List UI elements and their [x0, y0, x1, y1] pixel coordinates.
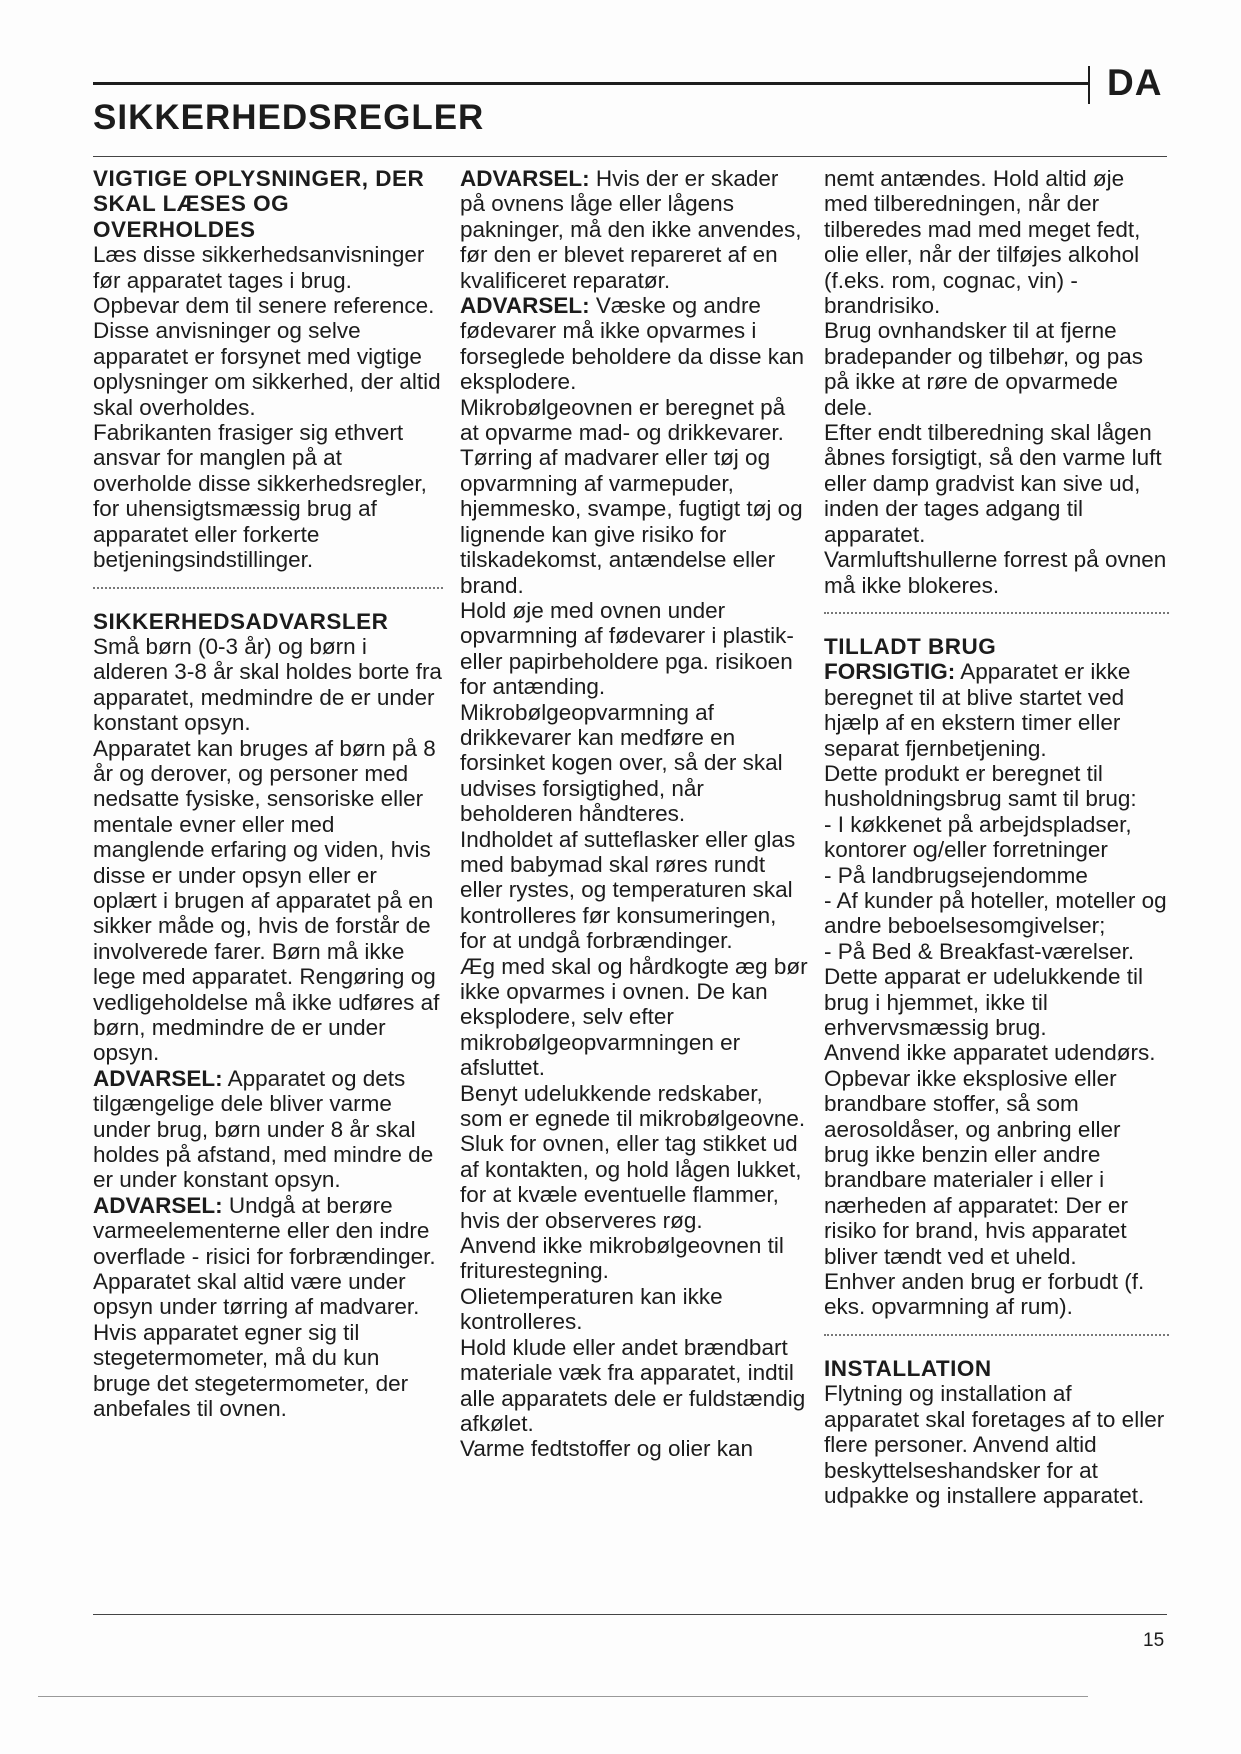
language-tab-divider	[1088, 66, 1090, 104]
paragraph: Mikrobølgeovnen er beregnet på at opvarme mad- og drikkevarer. Tørring af madvarer eller tøj og opvarmning af varmepuder, hjemmesko, svampe, fugtigt tøj og lignende kan give risiko for tilskadekomst, antændelse eller brand.	[460, 394, 803, 598]
warning-paragraph	[93, 1193, 443, 1269]
paragraph: Opbevar ikke eksplosive eller brandbare stoffer, så som aerosoldåser, og anbring eller brug ikke benzin eller andre brandbare materialer i eller i nærheden af apparatet: Der er risiko for brand, hvis apparatet bliver tændt ved et uheld.	[824, 1065, 1128, 1269]
paragraph: Fabrikanten frasiger sig ethvert ansvar for manglen på at overholde disse sikkerhedsregler, for uhensigtsmæssig brug af apparatet eller forkerte betjeningsindstillinger.	[93, 420, 427, 573]
paragraph: Olietemperaturen kan ikke kontrolleres.	[460, 1283, 723, 1335]
section-title-safety-warnings: SIKKERHEDSADVARSLER	[93, 608, 389, 634]
warning-text: Hvis der er skader på ovnens låge eller lågens pakninger, må den ikke anvendes, før den er blevet repareret af en kvalificeret reparatør.	[460, 166, 802, 293]
list-item: - På landbrugsejendomme	[824, 862, 1088, 888]
paragraph: Enhver anden brug er forbudt (f. eks. opvarmning af rum).	[824, 1269, 1145, 1320]
paragraph: Efter endt tilberedning skal lågen åbnes forsigtigt, så den varme luft eller damp gradvist kan sive ud, inden der tages adgang til apparatet.	[824, 420, 1162, 547]
warning-text: Apparatet og dets tilgængelige dele bliver varme under brug, børn under 8 år skal holdes på afstand, med mindre de er under konstant opsyn.	[93, 1065, 434, 1193]
column-1	[93, 166, 443, 1422]
list-item: - På Bed & Breakfast-værelser.	[824, 938, 1135, 964]
paragraph: Små børn (0-3 år) og børn i alderen 3-8 år skal holdes borte fra apparatet, medmindre de er under konstant opsyn.	[93, 633, 442, 736]
paragraph: Brug ovnhandsker til at fjerne bradepander og tilbehør, og pas på ikke at røre de opvarmede dele.	[824, 318, 1143, 420]
language-code: DA	[1107, 62, 1163, 103]
warning-paragraph	[460, 166, 808, 293]
list-item: - Af kunder på hoteller, moteller og andre beboelsesomgivelser;	[824, 887, 1167, 939]
page-number: 15	[1143, 1630, 1165, 1651]
page-title: SIKKERHEDSREGLER	[93, 98, 485, 137]
dotted-separator	[93, 587, 443, 589]
section-title-installation: INSTALLATION	[824, 1355, 992, 1381]
header-rule	[93, 82, 1088, 85]
paragraph: Indholdet af sutteflasker eller glas med babymad skal røres rundt eller rystes, og temperaturen skal kontrolleres før konsumeringen, for at undgå forbrændinger.	[460, 826, 796, 954]
caution-label: FORSIGTIG:	[824, 659, 956, 685]
paragraph: Dette produkt er beregnet til husholdningsbrug samt til brug:	[824, 760, 1137, 812]
caution-text: Apparatet er ikke beregnet til at blive startet ved hjælp af en ekstern timer eller separat fjernbetjening.	[824, 659, 1131, 761]
paragraph: Læs disse sikkerhedsanvisninger før apparatet tages i brug. Opbevar dem til senere reference.	[93, 242, 435, 319]
paragraph: Dette apparat er udelukkende til brug i hjemmet, ikke til erhvervsmæssig brug.	[824, 964, 1143, 1040]
column-2	[460, 166, 808, 1462]
paragraph: Mikrobølgeopvarmning af drikkevarer kan medføre en forsinket kogen over, så der skal udvises forsigtighed, når beholderen håndteres.	[460, 699, 783, 827]
paragraph: Hold øje med ovnen under opvarmning af fødevarer i plastik- eller papirbeholdere pga. risikoen for antænding.	[460, 597, 794, 700]
paragraph: Apparatet skal altid være under opsyn under tørring af madvarer.	[93, 1269, 420, 1320]
dotted-separator	[824, 612, 1169, 614]
warning-label: ADVARSEL:	[93, 1065, 223, 1091]
dotted-separator	[824, 1334, 1169, 1336]
paragraph: nemt antændes. Hold altid øje med tilberedningen, når der tilberedes mad med meget fedt, olie eller, når der tilføjes alkohol (f.eks. rom, cognac, vin) - brandrisiko.	[824, 166, 1141, 319]
column-3	[824, 166, 1169, 1508]
title-rule	[93, 156, 1167, 157]
warning-label: ADVARSEL:	[460, 166, 590, 191]
paragraph: Hold klude eller andet brændbart materiale væk fra apparatet, indtil alle apparatets dele er fuldstændig afkølet.	[460, 1334, 806, 1436]
paragraph: Anvend ikke apparatet udendørs.	[824, 1040, 1156, 1066]
footer-rule	[93, 1614, 1167, 1615]
paragraph: Flytning og installation af apparatet skal foretages af to eller flere personer. Anvend altid beskyttelseshandsker for at udpakke og installere apparatet.	[824, 1381, 1165, 1508]
paragraph: Varme fedtstoffer og olier kan	[460, 1436, 754, 1462]
paragraph: Sluk for ovnen, eller tag stikket ud af kontakten, og hold lågen lukket, for at kvæle eventuelle flammer, hvis der observeres røg.	[460, 1131, 802, 1233]
warning-text: Undgå at berøre varmeelementerne eller den indre overflade - risici for forbrændinger.	[93, 1192, 436, 1269]
section-title-important-info: VIGTIGE OPLYSNINGER, DER SKAL LÆSES OG OVERHOLDES	[93, 166, 425, 242]
paragraph: Hvis apparatet egner sig til stegetermometer, må du kun bruge det stegetermometer, der anbefales til ovnen.	[93, 1319, 409, 1422]
paragraph: Anvend ikke mikrobølgeovnen til friturestegning.	[460, 1233, 784, 1284]
warning-label: ADVARSEL:	[460, 293, 590, 319]
warning-text: Væske og andre fødevarer må ikke opvarmes i forseglede beholdere da disse kan eksplodere.	[460, 293, 804, 395]
paragraph: Æg med skal og hårdkogte æg bør ikke opvarmes i ovnen. De kan eksplodere, selv efter mikrobølgeopvarmningen er afsluttet.	[460, 953, 808, 1081]
scan-edge-line	[38, 1696, 1088, 1697]
caution-paragraph	[824, 659, 1169, 761]
warning-paragraph	[460, 293, 808, 395]
warning-label: ADVARSEL:	[93, 1192, 223, 1218]
list-item: - I køkkenet på arbejdspladser, kontorer og/eller forretninger	[824, 811, 1132, 863]
paragraph: Benyt udelukkende redskaber, som er egnede til mikrobølgeovne.	[460, 1080, 806, 1132]
paragraph: Varmluftshullerne forrest på ovnen må ikke blokeres.	[824, 547, 1167, 598]
paragraph: Apparatet kan bruges af børn på 8 år og derover, og personer med nedsatte fysiske, sensoriske eller mentale evner eller med manglende erfaring og viden, hvis disse er under opsyn eller er oplært i brugen af apparatet på en sikker måde og, hvis de forstår de involverede farer. Børn må ikke lege med apparatet. Rengøring og vedligeholdelse må ikke udføres af børn, medmindre de er under opsyn.	[93, 735, 440, 1066]
warning-paragraph	[93, 1066, 443, 1193]
paragraph: Disse anvisninger og selve apparatet er forsynet med vigtige oplysninger om sikkerhed, der altid skal overholdes.	[93, 318, 441, 420]
section-title-permitted-use: TILLADT BRUG	[824, 633, 997, 659]
